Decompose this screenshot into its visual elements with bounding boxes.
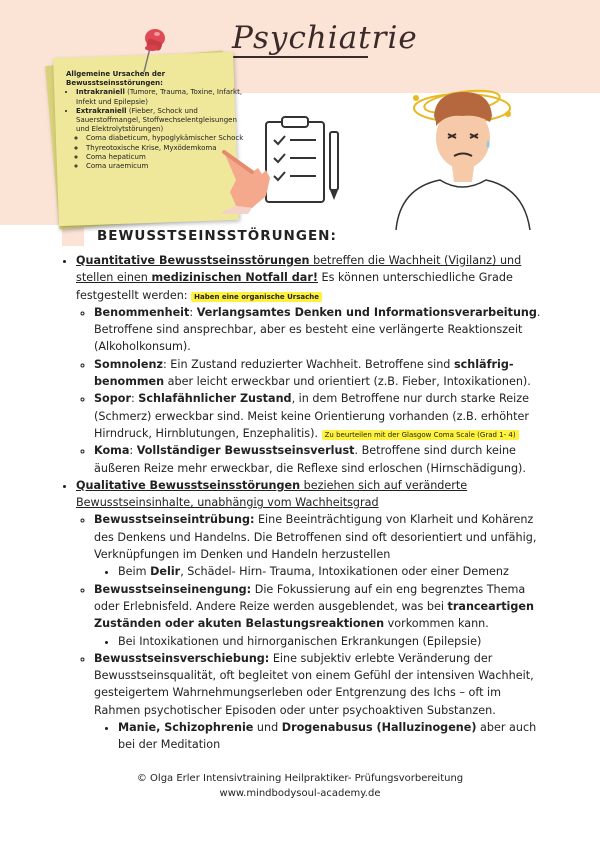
list-item-einengung-example: • Bei Intoxikationen und hirnorganischen Erkrankungen (Epilepsie): [118, 633, 548, 650]
pointing-hand-icon: [222, 152, 270, 214]
note-sub-item: ◦ Coma diabeticum, hypoglykämischer Schock: [86, 134, 244, 143]
list-item-sopor: ◦ Sopor: Schlafähnlicher Zustand, in dem Betroffene nur durch starke Reize (Schmerz) erweckbar sind. Meist keine Orientierung vorhanden (z.B. erhöhter Hirndruck, Hirnblutungen, Enzephalitis). Zu beurteilen mit der Glasgow Coma Scale (Grad 1- 4): [94, 390, 548, 442]
dizzy-person-illustration: [382, 70, 542, 230]
list-item-koma: ◦ Koma: Vollständiger Bewusstseinsverlust. Betroffene sind durch keine äußeren Reize mehr erweckbar, die Reflexe sind erloschen (Hirnschädigung).: [94, 442, 548, 477]
note-sub-item: ◦ Thyreotoxische Krise, Myxödemkoma: [86, 144, 244, 153]
push-pin-icon: [136, 26, 170, 74]
pen-icon: [330, 132, 338, 200]
main-content: [60, 252, 548, 754]
list-item-eintruebung: ◦ Bewusstseinseintrübung: Eine Beeinträchtigung von Klarheit und Kohärenz des Denkens und Handelns. Die Betroffenen sind oft desorientiert und unfähig, Verknüpfungen im Denken und Handeln herzustellen • Beim Delir, Schädel- Hirn- Trauma, Intoxikationen oder einer Demenz: [94, 511, 548, 580]
title-underline: [228, 56, 368, 58]
list-item-somnolenz: ◦ Somnolenz: Ein Zustand reduzierter Wachheit. Betroffene sind schläfrig-benommen aber leicht erweckbar und orientiert (z.B. Fieber, Intoxikationen).: [94, 356, 548, 391]
list-item-quantitative: • Quantitative Bewusstseinsstörungen betreffen die Wachheit (Vigilanz) und stellen einen medizinischen Notfall dar! Es können unterschiedliche Grade festgestellt werden: Haben eine organische Ursache ◦ Benommenheit: Verlangsamtes Denken und Informationsverarbeitung. Betroffene sind ansprechbar, aber es besteht eine verlängerte Reaktionszeit (Alkoholkonsum). ◦ Somnolenz: Ein Zustand reduzierter Wachheit. Betroffene sind schläfrig-benommen aber leicht erweckbar und orientiert (z.B. Fieber, Intoxikationen). ◦ Sopor: Schlafähnlicher Zustand, in dem Betroffene nur durch starke Reize (Schmerz) erweckbar sind. Meist keine Orientierung vorhanden (z.B. erhöhter Hirndruck, Hirnblutungen, Enzephalitis). Zu beurteilen mit der Glasgow Coma Scale (Grad 1- 4) ◦ Koma: Vollständiger Bewusstseinsverlust. Betroffene sind durch keine äußeren Reize mehr erweckbar, die Reflexe sind erloschen (Hirnschädigung).: [76, 252, 548, 477]
page-title: Psychiatrie: [232, 20, 418, 56]
qualitative-sublist: [76, 511, 548, 753]
footer: [0, 771, 600, 801]
note-item-intra: • Intrakraniell (Tumore, Trauma, Toxine, Infarkt, Infekt und Epilepsie): [76, 88, 244, 106]
checklist-clipboard-icon: [222, 112, 352, 214]
note-list: [66, 88, 244, 171]
glasgow-scale-tag: Zu beurteilen mit der Glasgow Coma Scale (Grad 1- 4): [322, 430, 519, 440]
list-item-verschiebung: ◦ Bewusstseinsverschiebung: Eine subjektiv erlebte Veränderung der Bewusstseinsqualität, oft begleitet von einem Gefühl der intensiven Wachheit, gesteigertem Wahrnehmungserleben oder Entgrenzung des Ichs – oft im Rahmen psychotischer Episoden oder unter psychoaktiven Substanzen. • Manie, Schizophrenie und Drogenabusus (Halluzinogene) aber auch bei der Meditation: [94, 650, 548, 754]
note-heading: Allgemeine Ursachen der Bewusstseinsstörungen:: [66, 70, 166, 88]
copyright-line: © Olga Erler Intensivtraining Heilpraktiker- Prüfungsvorbereitung: [136, 773, 464, 784]
note-sub-item: ◦ Coma hepaticum: [86, 153, 244, 162]
list-item-benommenheit: ◦ Benommenheit: Verlangsamtes Denken und Informationsverarbeitung. Betroffene sind ansprechbar, aber es besteht eine verlängerte Reaktionszeit (Alkoholkonsum).: [94, 304, 548, 356]
section-heading: BEWUSSTSEINSSTÖRUNGEN:: [97, 228, 337, 244]
main-list: [60, 252, 548, 754]
note-sublist: [76, 134, 244, 171]
list-item-eintruebung-example: • Beim Delir, Schädel- Hirn- Trauma, Intoxikationen oder einer Demenz: [118, 563, 548, 580]
sticky-note-text: [66, 70, 244, 171]
note-sub-item: ◦ Coma uraemicum: [86, 162, 244, 171]
note-item-extra: • Extrakraniell (Fieber, Schock und Sauerstoffmangel, Stoffwechselentgleisungen und Elektrolytstörungen) ◦ Coma diabeticum, hypoglykämischer Schock ◦ Thyreotoxische Krise, Myxödemkoma ◦ Coma hepaticum ◦ Coma uraemicum: [76, 107, 244, 171]
list-item-qualitative: • Qualitative Bewusstseinsstörungen beziehen sich auf veränderte Bewusstseinsinhalte, unabhängig vom Wachheitsgrad ◦ Bewusstseinseintrübung: Eine Beeinträchtigung von Klarheit und Kohärenz des Denkens und Handelns. Die Betroffenen sind oft desorientiert und unfähig, Verknüpfungen im Denken und Handeln herzustellen • Beim Delir, Schädel- Hirn- Trauma, Intoxikationen oder einer Demenz ◦ Bewusstseinseinengung: Die Fokussierung auf ein eng begrenztes Thema oder Erlebnisfeld. Andere Reize werden ausgeblendet, was bei tranceartigen Zuständen oder akuten Belastungsreaktionen vorkommen kann. • Bei Intoxikationen und hirnorganischen Erkrankungen (Epilepsie) ◦ Bewusstseinsverschiebung: Eine subjektiv erlebte Veränderung der Bewusstseinsqualität, oft begleitet von einem Gefühl der intensiven Wachheit, gesteigertem Wahrnehmungserleben oder Entgrenzung des Ichs – oft im Rahmen psychotischer Episoden oder unter psychoaktiven Substanzen. • Manie, Schizophrenie und Drogenabusus (Halluzinogene) aber auch bei der Meditation: [76, 477, 548, 754]
list-item-verschiebung-example: • Manie, Schizophrenie und Drogenabusus (Halluzinogene) aber auch bei der Meditation: [118, 719, 548, 754]
list-item-einengung: ◦ Bewusstseinseinengung: Die Fokussierung auf ein eng begrenztes Thema oder Erlebnisfeld. Andere Reize werden ausgeblendet, was bei tranceartigen Zuständen oder akuten Belastungsreaktionen vorkommen kann. • Bei Intoxikationen und hirnorganischen Erkrankungen (Epilepsie): [94, 581, 548, 650]
quantitative-sublist: [76, 304, 548, 477]
website-link[interactable]: www.mindbodysoul-academy.de: [219, 788, 381, 799]
organic-cause-tag: Haben eine organische Ursache: [191, 292, 322, 302]
